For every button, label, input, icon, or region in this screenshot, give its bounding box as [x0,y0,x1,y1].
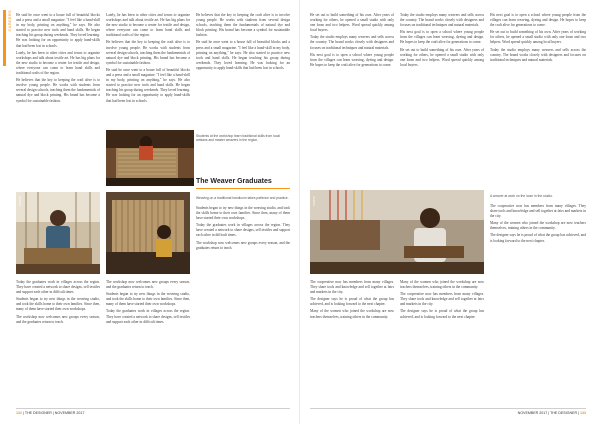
section-tab [3,10,12,70]
left-lower-paragraph-3: The workshop now welcomes new groups every season, and the graduates return to teach. [196,240,290,250]
left-column-1 [16,13,100,106]
right-col2-paragraph: Today the studio employs many weavers and sells across the country. The brand works closely with designers and focuses on traditional techniques and natural materials. [400,13,484,28]
weaver-at-loom-photo [310,190,484,274]
right-col2-paragraph-3: He set out to build something of his own. After years of working for others, he opened a small studio with only one loom and two helpers. Word spread quickly among local buyers. [400,47,484,67]
section-heading: The Weaver Graduates [196,178,272,185]
right-col2-paragraph-2: His next goal is to open a school where young people from the villages can learn weaving, dyeing and design. He hopes to keep the craft alive for generations to come. [400,30,484,45]
left-col2-paragraph-3: He said he once went to a house full of beautiful blocks and a press and a small magazine. "I feel like a hand-skill in my body, printing on anything," he says. He also started to practice new tools and hand skills. He began teaching his group during weekends. They loved learning. He was looking for an opportunity to apply hand-skills that had been lost in schools. [106,67,190,103]
right-col3-paragraph: His next goal is to open a school where young people from the villages can learn weaving, dyeing and design. He hopes to keep the craft alive for generations to come. [490,13,586,28]
left-col3-paragraph: He believes that the key to keeping the craft alive is to involve young people. He works with students from several design schools, teaching them the fundamentals of natural dye and block printing. His brand has become a symbol for sustainable fashion. [196,13,290,38]
left-col1-paragraph-2: Lately, he has been to other cities and towns to organize workshops and talk about textile art. He has big plans for the new studio to become a center for textile and design, where everyone can come to learn hand skills and traditional crafts of the region. [16,50,100,76]
page-number-left: 132 [16,411,22,415]
right-column-3 [490,13,586,65]
right-photo-caption: A weaver at work on the loom in the studio. [490,194,553,198]
footer-rule-left [16,408,290,409]
left-column-3 [196,13,290,73]
left-bottom-paragraph-6: Today the graduates work in villages across the region. They have created a network to share designs, sell textiles and support each other in difficult times. [106,309,190,324]
right-bottom-paragraph-2: The designer says he is proud of what the group has achieved, and is looking forward to the next chapter. [310,297,394,307]
weaving-photo [106,130,194,186]
photo-credit: PHOTO [18,196,22,206]
heading-underline [196,188,290,189]
left-col3-paragraph-2: He said he once went to a house full of beautiful blocks and a press and a small magazine. "I feel like a hand-skill in my body, printing on anything," he says. He also started to practice new tools and hand skills. He began teaching his group during weekends. They loved learning. He was looking for an opportunity to apply hand-skills that had been lost in schools. [196,40,290,70]
right-lower-paragraph-3: The designer says he is proud of what the group has achieved, and is looking forward to the next chapter. [490,233,586,243]
left-bottom-paragraph-2: Students began to try new things in the weaving studio, and took the skills home to their own families. Since then, many of them have started their own workshops. [16,297,100,312]
left-col2-paragraph: Lately, he has been to other cities and towns to organize workshops and talk about textile art. He has big plans for the new studio to become a center for textile and design, where everyone can come to learn hand skills and traditional crafts of the region. [106,13,190,38]
footer-date-left: NOVEMBER 2017 [54,411,85,415]
right-col1-paragraph-3: His next goal is to open a school where young people from the villages can learn weaving, dyeing and design. He hopes to keep the craft alive for generations to come. [310,52,394,67]
right-column-2 [400,13,484,70]
right-bottom-paragraph-6: The designer says he is proud of what the group has achieved, and is looking forward to the next chapter. [400,309,484,319]
right-lower-paragraph-2: Many of the women who joined the workshop are now teachers themselves, training others in the community. [490,221,586,231]
right-bottom-paragraph-4: Many of the women who joined the workshop are now teachers themselves, training others in the community. [400,280,484,290]
left-lower-text [196,206,290,253]
left-lower-paragraph-2: Today the graduates work in villages across the region. They have created a network to share designs, sell textiles and support each other in difficult times. [196,223,290,238]
footer-rule-right [310,408,586,409]
left-bottom-col-2 [106,280,190,327]
left-bottom-col-1 [16,280,100,327]
photo-caption: Students at the workshop learn traditional skills from local artisans and master weavers in the region. [196,134,280,143]
left-bottom-paragraph-5: Students began to try new things in the weaving studio, and took the skills home to their own families. Since then, many of them have started their own workshops. [106,292,190,307]
right-col1-paragraph: He set out to build something of his own. After years of working for others, he opened a small studio with only one loom and two helpers. Word spread quickly among local buyers. [310,13,394,33]
right-bottom-paragraph-3: Many of the women who joined the workshop are now teachers themselves, training others in the community. [310,309,394,319]
weaver-portrait-photo [16,192,100,274]
right-lower-text [490,204,586,246]
left-column-2 [106,13,190,106]
loom-photo [106,192,190,274]
left-lower-paragraph: Students began to try new things in the weaving studio, and took the skills home to their own families. Since then, many of them have started their own workshops. [196,206,290,221]
footer-left: 132 | THE DESIGNER | NOVEMBER 2017 [16,411,85,415]
right-col1-paragraph-2: Today the studio employs many weavers and sells across the country. The brand works closely with designers and focuses on traditional techniques and natural materials. [310,35,394,50]
left-col1-paragraph: He said he once went to a house full of beautiful blocks and a press and a small magazine. "I feel like a hand-skill in my body, printing on anything," he says. He also started to practice new tools and hand skills. He began teaching his group during weekends. They loved learning. He was looking for an opportunity to apply hand-skills that had been lost in schools. [16,13,100,48]
right-bottom-paragraph-5: The cooperative now has members from many villages. They share tools and knowledge and sell together at fairs and markets in the city. [400,292,484,307]
right-column-1 [310,13,394,70]
page-number-right: 133 [580,411,586,415]
footer-brand-right: THE DESIGNER [550,411,578,415]
section-tab-label: CAREERS [7,10,12,32]
left-bottom-paragraph-4: The workshop now welcomes new groups every season, and the graduates return to teach. [106,280,190,290]
left-col2-paragraph-2: He believes that the key to keeping the craft alive is to involve young people. He works with students from several design schools, teaching them the fundamentals of natural dye and block printing. His brand has become a symbol for sustainable fashion. [106,40,190,65]
right-lower-paragraph: The cooperative now has members from many villages. They share tools and knowledge and sell together at fairs and markets in the city. [490,204,586,219]
right-bottom-paragraph: The cooperative now has members from many villages. They share tools and knowledge and sell together at fairs and markets in the city. [310,280,394,295]
right-page [300,0,600,424]
right-bottom-col-1 [310,280,394,322]
footer-brand-left: THE DESIGNER [24,411,52,415]
right-bottom-col-2 [400,280,484,322]
left-col1-paragraph-3: He believes that the key to keeping the craft alive is to involve young people. He works with students from several design schools, teaching them the fundamentals of natural dye and block printing. His brand has become a symbol for sustainable fashion. [16,78,100,103]
photo-credit-right: PHOTO [312,196,316,206]
footer-right: NOVEMBER 2017 | THE DESIGNER | 133 [517,411,586,415]
small-caption: Weaving on a traditional handloom takes patience and practice. [196,196,289,200]
section-tab-bar [3,10,6,66]
footer-date-right: NOVEMBER 2017 [517,411,548,415]
left-bottom-paragraph-3: The workshop now welcomes new groups every season, and the graduates return to teach. [16,314,100,324]
right-col3-paragraph-2: He set out to build something of his own. After years of working for others, he opened a small studio with only one loom and two helpers. Word spread quickly among local buyers. [490,30,586,45]
left-bottom-paragraph: Today the graduates work in villages across the region. They have created a network to share designs, sell textiles and support each other in difficult times. [16,280,100,295]
right-col3-paragraph-3: Today the studio employs many weavers and sells across the country. The brand works closely with designers and focuses on traditional techniques and natural materials. [490,47,586,62]
